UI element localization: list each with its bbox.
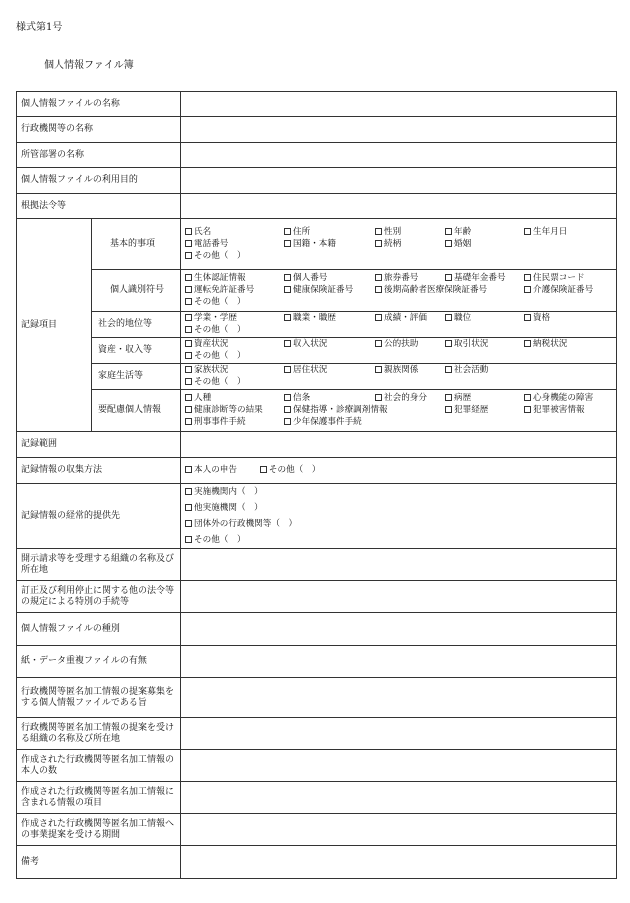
- checkbox-option[interactable]: 他実施機関（ ）: [185, 500, 612, 516]
- checkbox-icon: [445, 406, 452, 413]
- checkbox-option[interactable]: 取引状況: [445, 339, 524, 350]
- checkbox-option[interactable]: 国籍・本籍: [284, 239, 375, 250]
- row-special-procedures: [17, 581, 617, 613]
- checkbox-icon: [375, 394, 382, 401]
- value-agency[interactable]: [181, 117, 617, 143]
- checkbox-option[interactable]: 電話番号: [185, 239, 284, 250]
- record-category-label: 要配慮個人情報: [92, 390, 181, 432]
- row-remarks: [17, 846, 617, 879]
- checkbox-icon: [375, 314, 382, 321]
- checkbox-option[interactable]: その他（ ）: [260, 465, 321, 476]
- checkbox-icon: [185, 366, 192, 373]
- row-collection-method: [17, 458, 617, 484]
- value-disclosure-org[interactable]: [181, 549, 617, 581]
- checkbox-icon: [284, 366, 291, 373]
- label-agency: 行政機関等の名称: [17, 117, 181, 143]
- label-anon-org: 行政機関等匿名加工情報の提案を受ける組織の名称及び所在地: [17, 718, 181, 750]
- checkbox-option[interactable]: 婚姻: [445, 239, 524, 250]
- label-special-procedures: 訂正及び利用停止に関する他の法令等の規定による特別の手続等: [17, 581, 181, 613]
- checkbox-option[interactable]: その他（ ）: [185, 325, 284, 336]
- value-duplicate[interactable]: [181, 646, 617, 678]
- checkbox-icon: [375, 228, 382, 235]
- checkbox-icon: [185, 352, 192, 359]
- checkbox-icon: [185, 286, 192, 293]
- row-legal-basis: [17, 194, 617, 219]
- value-anon-period[interactable]: [181, 814, 617, 846]
- checkbox-icon: [260, 466, 267, 473]
- row-disclosure-org: [17, 549, 617, 581]
- checkbox-icon: [375, 340, 382, 347]
- row-record-scope: [17, 432, 617, 458]
- checkbox-icon: [284, 314, 291, 321]
- checkbox-option[interactable]: 住民票コード: [524, 273, 604, 284]
- label-anon-solicit: 行政機関等匿名加工情報の提案募集をする個人情報ファイルである旨: [17, 678, 181, 718]
- label-anon-items: 作成された行政機関等匿名加工情報に含まれる情報の項目: [17, 782, 181, 814]
- value-purpose[interactable]: [181, 168, 617, 194]
- checkbox-icon: [524, 228, 531, 235]
- checkbox-option[interactable]: 生年月日: [524, 227, 604, 238]
- option-group-identifier: [185, 272, 612, 309]
- checkbox-icon: [375, 286, 382, 293]
- checkbox-icon: [185, 252, 192, 259]
- checkbox-option[interactable]: 生体認証情報: [185, 273, 284, 284]
- option-group-sensitive: [185, 392, 612, 429]
- value-anon-org[interactable]: [181, 718, 617, 750]
- checkbox-option[interactable]: 旅券番号: [375, 273, 445, 284]
- checkbox-icon: [284, 406, 291, 413]
- label-legal-basis: 根拠法令等: [17, 194, 181, 219]
- checkbox-option[interactable]: 家族状況: [185, 365, 284, 376]
- row-anon-items: [17, 782, 617, 814]
- checkbox-icon: [185, 504, 192, 511]
- checkbox-icon: [375, 366, 382, 373]
- checkbox-icon: [284, 274, 291, 281]
- checkbox-icon: [185, 340, 192, 347]
- row-anon-solicit: [17, 678, 617, 718]
- record-category-label: 社会的地位等: [92, 312, 181, 338]
- checkbox-icon: [284, 228, 291, 235]
- checkbox-option[interactable]: その他（ ）: [185, 351, 284, 362]
- checkbox-option[interactable]: その他（ ）: [185, 377, 284, 388]
- checkbox-option[interactable]: 少年保護事件手続: [284, 417, 375, 428]
- label-regular-recipients: 記録情報の経常的提供先: [17, 484, 181, 549]
- record-category-assets: [17, 338, 617, 364]
- value-file-name[interactable]: [181, 92, 617, 117]
- checkbox-icon: [185, 274, 192, 281]
- checkbox-icon: [284, 418, 291, 425]
- label-remarks: 備考: [17, 846, 181, 879]
- checkbox-option[interactable]: 居住状況: [284, 365, 375, 376]
- checkbox-option[interactable]: 犯罪被害情報: [524, 405, 604, 416]
- checkbox-icon: [185, 314, 192, 321]
- value-remarks[interactable]: [181, 846, 617, 879]
- label-record-items: 記録項目: [17, 219, 92, 432]
- row-anon-period: [17, 814, 617, 846]
- checkbox-icon: [185, 488, 192, 495]
- checkbox-icon: [185, 536, 192, 543]
- label-record-scope: 記録範囲: [17, 432, 181, 458]
- value-legal-basis[interactable]: [181, 194, 617, 219]
- label-collection-method: 記録情報の収集方法: [17, 458, 181, 484]
- checkbox-option[interactable]: その他（ ）: [185, 251, 284, 262]
- checkbox-option[interactable]: 性別: [375, 227, 445, 238]
- checkbox-icon: [185, 228, 192, 235]
- checkbox-option[interactable]: 心身機能の障害: [524, 393, 604, 404]
- row-department: [17, 143, 617, 168]
- checkbox-icon: [185, 466, 192, 473]
- checkbox-icon: [185, 406, 192, 413]
- row-anon-count: [17, 750, 617, 782]
- checkbox-icon: [185, 240, 192, 247]
- label-anon-count: 作成された行政機関等匿名加工情報の本人の数: [17, 750, 181, 782]
- checkbox-option[interactable]: その他（ ）: [185, 532, 612, 548]
- checkbox-option[interactable]: 納税状況: [524, 339, 604, 350]
- checkbox-icon: [375, 240, 382, 247]
- label-duplicate: 紙・データ重複ファイルの有無: [17, 646, 181, 678]
- checkbox-icon: [185, 418, 192, 425]
- row-anon-org: [17, 718, 617, 750]
- checkbox-option[interactable]: 親族関係: [375, 365, 445, 376]
- checkbox-option[interactable]: 社会的身分: [375, 393, 445, 404]
- row-agency: [17, 117, 617, 143]
- record-category-sensitive: [17, 390, 617, 432]
- option-group-assets: [185, 338, 612, 363]
- value-file-type[interactable]: [181, 613, 617, 646]
- checkbox-icon: [445, 394, 452, 401]
- checkbox-option[interactable]: 信条: [284, 393, 375, 404]
- checkbox-option[interactable]: 個人番号: [284, 273, 375, 284]
- value-record-scope[interactable]: [181, 432, 617, 458]
- row-file-type: [17, 613, 617, 646]
- checkbox-icon: [284, 394, 291, 401]
- checkbox-option[interactable]: 犯罪経歴: [445, 405, 524, 416]
- label-purpose: 個人情報ファイルの利用目的: [17, 168, 181, 194]
- checkbox-option[interactable]: 氏名: [185, 227, 284, 238]
- checkbox-icon: [185, 520, 192, 527]
- checkbox-icon: [524, 314, 531, 321]
- checkbox-icon: [284, 340, 291, 347]
- label-anon-period: 作成された行政機関等匿名加工情報への事業提案を受ける期間: [17, 814, 181, 846]
- record-category-label: 基本的事項: [92, 219, 181, 270]
- checkbox-option[interactable]: 健康保険証番号: [284, 285, 375, 296]
- option-group-basic: [185, 226, 612, 263]
- checkbox-icon: [284, 240, 291, 247]
- checkbox-option[interactable]: 後期高齢者医療保険証番号: [375, 285, 524, 296]
- checkbox-option[interactable]: 公的扶助: [375, 339, 445, 350]
- checkbox-option[interactable]: 保健指導・診療調剤情報: [284, 405, 445, 416]
- checkbox-icon: [185, 298, 192, 305]
- checkbox-option[interactable]: 団体外の行政機関等（ ）: [185, 516, 612, 532]
- label-disclosure-org: 開示請求等を受理する組織の名称及び所在地: [17, 549, 181, 581]
- checkbox-icon: [185, 378, 192, 385]
- row-duplicate: [17, 646, 617, 678]
- label-file-type: 個人情報ファイルの種別: [17, 613, 181, 646]
- checkbox-option[interactable]: 社会活動: [445, 365, 524, 376]
- checkbox-option[interactable]: 年齢: [445, 227, 524, 238]
- value-anon-solicit[interactable]: [181, 678, 617, 718]
- checkbox-option[interactable]: 実施機関内（ ）: [185, 484, 612, 500]
- checkbox-option[interactable]: 刑事事件手続: [185, 417, 284, 428]
- checkbox-option[interactable]: 基礎年金番号: [445, 273, 524, 284]
- row-purpose: [17, 168, 617, 194]
- value-special-procedures[interactable]: [181, 581, 617, 613]
- checkbox-icon: [284, 286, 291, 293]
- record-category-basic: [17, 219, 617, 270]
- checkbox-icon: [524, 286, 531, 293]
- checkbox-option[interactable]: 運転免許証番号: [185, 285, 284, 296]
- record-category-label: 個人識別符号: [92, 270, 181, 312]
- record-category-label: 家庭生活等: [92, 364, 181, 390]
- value-anon-items[interactable]: [181, 782, 617, 814]
- checkbox-option[interactable]: 介護保険証番号: [524, 285, 604, 296]
- option-group-family: [185, 364, 612, 389]
- value-anon-count[interactable]: [181, 750, 617, 782]
- checkbox-option[interactable]: 資産状況: [185, 339, 284, 350]
- record-category-label: 資産・収入等: [92, 338, 181, 364]
- checkbox-option[interactable]: 学業・学歴: [185, 313, 284, 324]
- label-department: 所管部署の名称: [17, 143, 181, 168]
- checkbox-icon: [185, 326, 192, 333]
- checkbox-icon: [445, 366, 452, 373]
- form-number: 様式第1号: [16, 22, 63, 33]
- record-category-social: [17, 312, 617, 338]
- file-ledger-table: [16, 91, 617, 879]
- checkbox-option[interactable]: 資格: [524, 313, 604, 324]
- checkbox-icon: [524, 340, 531, 347]
- checkbox-icon: [524, 274, 531, 281]
- checkbox-option[interactable]: 住所: [284, 227, 375, 238]
- checkbox-icon: [445, 274, 452, 281]
- page-title: 個人情報ファイル簿: [44, 60, 134, 71]
- checkbox-option[interactable]: 成績・評価: [375, 313, 445, 324]
- record-category-identifier: [17, 270, 617, 312]
- checkbox-option[interactable]: 健康診断等の結果: [185, 405, 284, 416]
- value-department[interactable]: [181, 143, 617, 168]
- checkbox-option[interactable]: 病歴: [445, 393, 524, 404]
- checkbox-icon: [524, 394, 531, 401]
- checkbox-option[interactable]: 職位: [445, 313, 524, 324]
- checkbox-option[interactable]: 続柄: [375, 239, 445, 250]
- checkbox-icon: [445, 314, 452, 321]
- row-file-name: [17, 92, 617, 117]
- checkbox-icon: [445, 240, 452, 247]
- label-file-name: 個人情報ファイルの名称: [17, 92, 181, 117]
- record-category-family: [17, 364, 617, 390]
- checkbox-option[interactable]: 本人の申告: [185, 465, 237, 476]
- checkbox-icon: [375, 274, 382, 281]
- checkbox-option[interactable]: 人種: [185, 393, 284, 404]
- checkbox-option[interactable]: 職業・職歴: [284, 313, 375, 324]
- row-regular-recipients: [17, 484, 617, 549]
- checkbox-option[interactable]: 収入状況: [284, 339, 375, 350]
- checkbox-icon: [524, 406, 531, 413]
- checkbox-icon: [445, 228, 452, 235]
- checkbox-option[interactable]: その他（ ）: [185, 297, 284, 308]
- checkbox-icon: [185, 394, 192, 401]
- checkbox-icon: [445, 340, 452, 347]
- option-group-social: [185, 312, 612, 337]
